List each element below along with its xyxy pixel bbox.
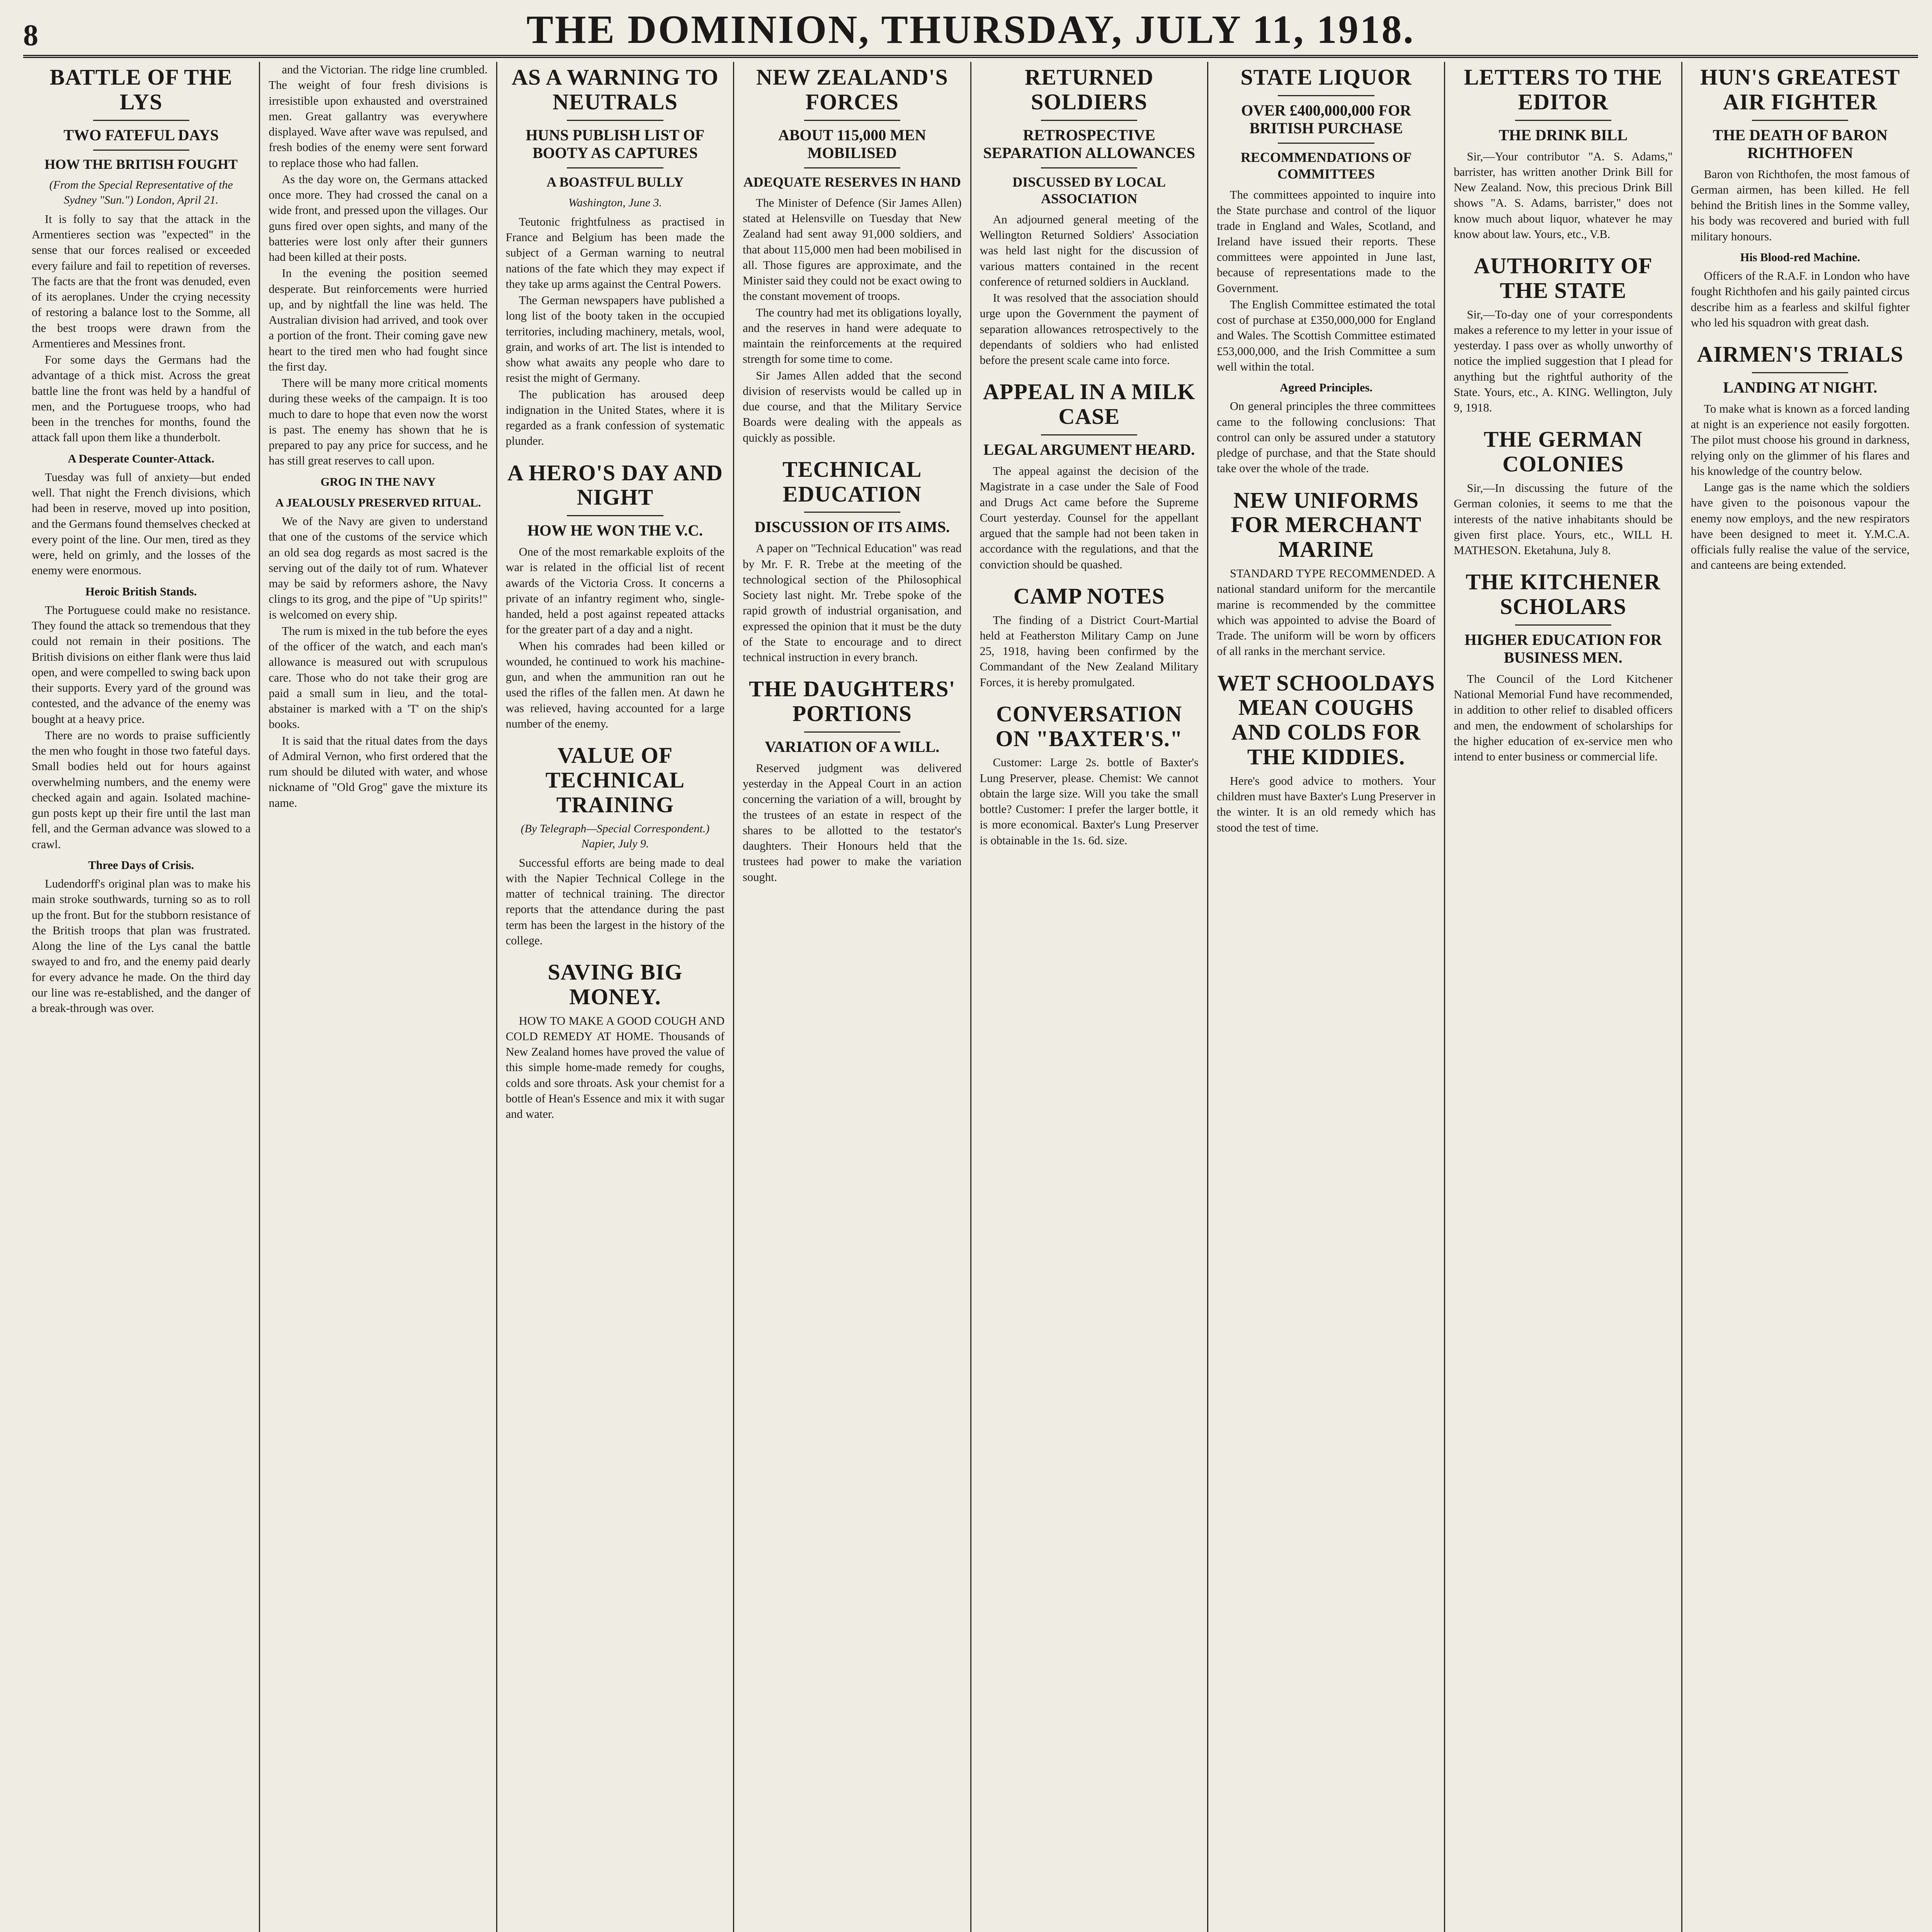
paragraph: One of the most remarkable exploits of the war is related in the official list of recent awards of the Victoria Cross. It concerns a private of an infantry regiment who, single-handed, held a post against repeated attacks for the greater part of a day and a night. — [505, 545, 725, 636]
subheadline: HOW HE WON THE V.C. — [527, 522, 703, 539]
subheadline: OVER £400,000,000 FOR BRITISH PURCHASE — [1241, 101, 1412, 137]
paragraph: In the evening the position seemed desperate. But reinforcements were hurried up, and by nightfall the line was held. The Australian division had arrived, and took over a portion of the front. Their coming gave new heart to the tired men who had fought since the first day. — [269, 267, 488, 373]
paragraph: Lange gas is the name which the soldiers have given to the poisonous vapour the enemy now employs, and the new respirators have been designed to meet it. Y.M.C.A. officials fully realise the value of the service, and canteens are being extended. — [1690, 481, 1910, 572]
article — [743, 677, 961, 885]
subheadline: TWO FATEFUL DAYS — [63, 126, 219, 144]
paragraph: The rum is mixed in the tub before the eyes of the officer of the watch, and each man's allowance is measured out with scrupulous care. Those who do not take their grog are paid a small sum in lieu, and the total-abstainer is marked with a 'T' on the ship's books. — [269, 624, 488, 731]
article — [1454, 570, 1672, 764]
paragraph: Officers of the R.A.F. in London who have fought Richthofen and his gaily painted circus describe him as a fearless and skilful fighter who led his squadron with great dash. — [1690, 269, 1910, 329]
paragraph: The publication has aroused deep indignation in the United States, where it is regarded as a frank confession of systematic plunder. — [505, 388, 725, 448]
headline: AS A WARNING TO NEUTRALS — [512, 65, 719, 114]
dateline: (From the Special Representative of the Sydney "Sun.") London, April 21. — [49, 178, 233, 206]
page-number: 8 — [23, 18, 38, 52]
subheadline: DISCUSSED BY LOCAL ASSOCIATION — [1012, 174, 1166, 206]
headline: THE GERMAN COLONIES — [1483, 427, 1643, 477]
article-body — [1217, 566, 1435, 659]
headline-rule — [567, 120, 663, 121]
paragraph: The German newspapers have published a long list of the booty taken in the occupied territories, including machinery, metals, wool, grain, and works of art. The list is intended to show what awaits any people who dare to resist the might of Germany. — [505, 294, 725, 385]
headline: CAMP NOTES — [1013, 583, 1165, 609]
column-2 — [260, 62, 497, 1932]
paragraph: When his comrades had been killed or wounded, he continued to work his machine-gun, and when the ammunition ran out he used the rifles of the fallen men. At dawn he was relieved, having accounted for a large number of the enemy. — [505, 639, 725, 730]
article — [1691, 65, 1910, 330]
paragraph: A paper on "Technical Education" was read by Mr. F. R. Trebe at the meeting of the technological section of the Philosophical Society last night. Mr. Trebe spoke of the rapid growth of industrial organisation, and expressed the opinion that it must be the duty of the State to encourage and to direct technical instruction in every branch. — [743, 542, 962, 664]
paragraph: Teutonic frightfulness as practised in France and Belgium has been made the subject of a German warning to neutral nations of the fate which they may expect if they take up arms against the Central Powers. — [505, 215, 725, 291]
headline: WET SCHOOLDAYS MEAN COUGHS AND COLDS FOR THE KIDDIES. — [1217, 670, 1435, 769]
paragraph: An adjourned general meeting of the Wellington Returned Soldiers' Association was held last night for the discussion of various matters contained in the recent conference of returned soldiers in Auckland. — [980, 213, 1199, 288]
article-body — [506, 544, 724, 731]
paragraph: Sir,—To-day one of your correspondents makes a reference to my letter in your issue of yesterday. I pass over as wholly unworthy of notice the implied suggestion that I plead for anything but the rightful authority of the State. Yours, etc., A. KING. Wellington, July 9, 1918. — [1454, 308, 1673, 415]
headline-rule — [1515, 624, 1611, 626]
headline: AIRMEN'S TRIALS — [1697, 342, 1904, 367]
subheadline: HIGHER EDUCATION FOR BUSINESS MEN. — [1464, 631, 1662, 666]
headline-rule — [804, 120, 900, 121]
headline-rule — [1041, 434, 1137, 435]
headline: THE KITCHENER SCHOLARS — [1466, 569, 1661, 619]
column-5 — [971, 62, 1208, 1932]
headline-rule — [1752, 372, 1848, 373]
column-3 — [497, 62, 734, 1932]
subheadline: RECOMMENDATIONS OF COMMITTEES — [1240, 149, 1412, 182]
paragraph: The committees appointed to inquire into the State purchase and control of the liquor trade in England and Wales, Scotland, and Ireland have issued their reports. These committees were appointed in June last, because of representations made to the Government. — [1216, 188, 1436, 295]
subheadline: VARIATION OF A WILL. — [765, 738, 940, 755]
paragraph: The appeal against the decision of the Magistrate in a case under the Sale of Food and Drugs Act came before the Supreme Court yesterday. Counsel for the appellant argued that the sample had not been taken in accordance with the regulations, and that the conviction should be quashed. — [980, 464, 1199, 571]
paragraph: Reserved judgment was delivered yesterday in the Appeal Court in an action concerning the variation of a will, brought by the trustees of an estate in respect of the shares to be allotted to the testator's daughters. Their Honours held that the trustees had power to make the variation sought. — [743, 761, 962, 884]
subheadline: HUNS PUBLISH LIST OF BOOTY AS CAPTURES — [526, 126, 705, 162]
article — [506, 743, 724, 948]
article-body — [1454, 149, 1672, 242]
newspaper-title: THE DOMINION, THURSDAY, JULY 11, 1918. — [526, 7, 1415, 52]
paragraph: The Minister of Defence (Sir James Allen) stated at Helensville on Tuesday that New Zealand had sent away 91,000 soldiers, and that about 115,000 men had been mobilised in all. Those figures are approximate, and the Minister said they could not be exact owing to the constant movement of troops. — [743, 196, 962, 303]
headline: AUTHORITY OF THE STATE — [1474, 253, 1653, 303]
paragraph: The finding of a District Court-Martial held at Featherston Military Camp on June 25, 1918, having been confirmed by the Commandant of the New Zealand Military Forces, it is hereby promulgated. — [980, 613, 1199, 689]
subheadline: ABOUT 115,000 MEN MOBILISED — [778, 126, 926, 162]
subheadline: RETROSPECTIVE SEPARATION ALLOWANCES — [983, 126, 1195, 162]
paragraph: There are no words to praise sufficiently the men who fought in those two fateful days. Small bodies held out for hours against overwhelming numbers, and the enemy were checked again and again. Isolated machine-gun posts kept up their fire until the last man fell, and the German advance was slowed to a crawl. — [32, 728, 251, 851]
article — [743, 457, 961, 665]
article — [1217, 671, 1435, 835]
paragraph: Sir,—In discussing the future of the German colonies, it seems to me that the interests of the native inhabitants should be given first place. Yours, etc., WILL H. MATHESON. Eketahuna, July 8. — [1454, 481, 1673, 557]
headline: TECHNICAL EDUCATION — [782, 456, 922, 507]
article-body — [1454, 480, 1672, 558]
article — [1454, 253, 1672, 415]
article — [269, 62, 487, 811]
headline: BATTLE OF THE LYS — [49, 65, 233, 114]
section-subhead: Three Days of Crisis. — [88, 858, 194, 872]
article-body — [506, 855, 724, 949]
headline-rule — [1278, 95, 1374, 96]
subheadline: DISCUSSION OF ITS AIMS. — [754, 518, 950, 536]
paragraph: It was resolved that the association should urge upon the Government the payment of separation allowances retrospectively to the dependants of soldiers who had enlisted before the present scale came into force. — [980, 291, 1199, 367]
article — [32, 65, 250, 1016]
section-subhead: Heroic British Stands. — [85, 585, 197, 598]
article-body — [1217, 187, 1435, 476]
subheadline: ADEQUATE RESERVES IN HAND — [743, 174, 961, 190]
article-body — [980, 212, 1199, 368]
article — [980, 65, 1199, 368]
paragraph: The country had met its obligations loyally, and the reserves in hand were adequate to maintain the reinforcements at the required strength for some time to come. — [743, 306, 962, 366]
article-body — [1691, 401, 1910, 573]
headline: A HERO'S DAY AND NIGHT — [507, 460, 723, 510]
headline-rule — [93, 150, 189, 151]
subheadline: THE DRINK BILL — [1498, 126, 1628, 144]
headline-rule — [567, 515, 663, 516]
paragraph: The Portuguese could make no resistance. They found the attack so tremendous that they could not remain in their positions. The British divisions on either flank were thus laid open, and were compelled to swing back upon their supports. Every yard of the ground was contested, and the advance of the enemy was bought at a heavy price. — [32, 603, 251, 726]
headline-rule — [1041, 167, 1137, 168]
headline: NEW ZEALAND'S FORCES — [756, 65, 948, 114]
headline: APPEAL IN A MILK CASE — [983, 379, 1196, 429]
article-body — [1454, 307, 1672, 416]
article-body — [269, 62, 487, 811]
headline: VALUE OF TECHNICAL TRAINING — [545, 743, 685, 817]
paragraph: and the Victorian. The ridge line crumbled. The weight of four fresh divisions is irresistible upon exhausted and overstrained men. Great gallantry was everywhere displayed. Wave after wave was repulsed, and fresh bodies of the enemy were sent forward to replace those who had fallen. — [269, 63, 488, 170]
article — [1217, 488, 1435, 659]
paragraph: Successful efforts are being made to deal with the Napier Technical College in the matter of technical training. The director reports that the attendance during the past term has been the largest in the history of the college. — [505, 856, 725, 947]
column-8 — [1682, 62, 1918, 1932]
headline: THE DAUGHTERS' PORTIONS — [749, 676, 956, 726]
section-subhead: A JEALOUSLY PRESERVED RITUAL. — [275, 496, 481, 509]
article — [980, 702, 1199, 848]
article — [743, 65, 961, 446]
subheadline: LANDING AT NIGHT. — [1723, 378, 1878, 396]
article — [506, 461, 724, 732]
article — [506, 65, 724, 449]
paragraph: There will be many more critical moments during these weeks of the campaign. It is too much to dare to hope that even now the worst is past. The enemy has shown that he is prepared to pay any price for success, and he has still great reserves to call upon. — [269, 376, 488, 468]
paragraph: Baron von Richthofen, the most famous of German airmen, has been killed. He fell behind the British lines in the Somme valley, his body was recovered and buried with full military honours. — [1690, 167, 1910, 243]
headline-rule — [1041, 120, 1137, 121]
paragraph: It is folly to say that the attack in the Armentieres section was "expected" in the sense that our forces realised or exceeded every failure and fail to repetition of reverses. The facts are that the front was denuded, even of its aeroplanes. Under the crying necessity of restoring a balance lost to the Somme, all the best troops were drawn from the Armentieres and Messines front. — [32, 212, 251, 350]
paragraph: Customer: Large 2s. bottle of Baxter's Lung Preserver, please. Chemist: We cannot obtain the large size. Will you take the small bottle? Customer: I prefer the larger bottle, it is more economical. Baxter's Lung Preserver is obtainable in the 1s. 6d. size. — [980, 756, 1199, 847]
headline-rule — [1752, 120, 1848, 121]
paragraph: Here's good advice to mothers. Your children must have Baxter's Lung Preserver in the winter. It is an old remedy which has stood the test of time. — [1216, 774, 1436, 834]
paragraph: Ludendorff's original plan was to make his main stroke southwards, turning so as to roll up the front. But for the stubborn resistance of the British troops that plan was frustrated. Along the line of the Lys canal the battle swayed to and fro, and the enemy paid dearly for every advance he made. On the third day our line was re-established, and the danger of a break-through was over. — [32, 877, 251, 1015]
headline: STATE LIQUOR — [1240, 65, 1412, 90]
article-body — [980, 755, 1199, 848]
column-7 — [1445, 62, 1682, 1932]
headline-rule — [804, 512, 900, 513]
article-body — [32, 211, 250, 1016]
paragraph: Sir James Allen added that the second division of reservists would be called up in due course, and that the Military Service Boards were dealing with the appeals as quickly as possible. — [743, 369, 962, 444]
article — [1454, 427, 1672, 558]
headline: HUN'S GREATEST AIR FIGHTER — [1700, 65, 1900, 114]
article-body — [980, 612, 1199, 690]
headline-rule — [567, 167, 663, 168]
subheadline: A BOASTFUL BULLY — [546, 174, 684, 190]
headline: LETTERS TO THE EDITOR — [1464, 65, 1663, 114]
article — [1691, 342, 1910, 573]
paragraph: To make what is known as a forced landing at night is an experience not easily forgotten. The pilot must choose his ground in darkness, relying only on the glimmer of his flares and his knowledge of the country below. — [1690, 402, 1910, 478]
headline: SAVING BIG MONEY. — [548, 959, 683, 1009]
article — [1454, 65, 1672, 242]
article-body — [743, 541, 961, 665]
section-subhead: His Blood-red Machine. — [1740, 250, 1860, 264]
section-subhead: GROG IN THE NAVY — [320, 475, 436, 488]
paragraph: On general principles the three committees came to the following conclusions: That control can only be assured under a statutory pledge of purchase, and that the State should take over the whole of the trade. — [1216, 400, 1436, 475]
article-body — [743, 195, 961, 446]
paragraph: The Council of the Lord Kitchener National Memorial Fund have recommended, in addition to other relief to disabled officers and men, the endowment of scholarships for the higher education of ex-service men who intend to enter business or commercial life. — [1454, 672, 1673, 764]
dateline: Washington, June 3. — [568, 196, 662, 209]
section-subhead: Agreed Principles. — [1280, 381, 1373, 395]
subheadline: LEGAL ARGUMENT HEARD. — [983, 441, 1195, 459]
article — [506, 960, 724, 1122]
dateline: (By Telegraph—Special Correspondent.) Napier, July 9. — [520, 822, 710, 850]
headline-rule — [1278, 143, 1374, 144]
paragraph: We of the Navy are given to understand that one of the customs of the service which an old sea dog regards as most sacred is the serving out of the daily tot of rum. Whatever may be said by reformers ashore, the Navy clings to its grog, and the pipe of "Up spirits!" is welcomed on every ship. — [269, 515, 488, 621]
masthead — [23, 7, 1918, 58]
paragraph: As the day wore on, the Germans attacked once more. They had crossed the canal on a wide front, and pressed upon the villages. Our guns fired over open sights, and many of the batteries were lost only after their gunners had been killed at their posts. — [269, 172, 488, 264]
paragraph: For some days the Germans had the advantage of a thick mist. Across the great battle line the front was held by a handful of men, and the Portuguese troops, who had been in the trenches for months, found the attack fall upon them like a thunderbolt. — [32, 353, 251, 444]
paragraph: Sir,—Your contributor "A. S. Adams," barrister, has written another Drink Bill for New Zealand. Now, this precious Drink Bill shows "A. S. Adams, barrister," does not know much about liquor, whatever he may know about law. Yours, etc., V.B. — [1454, 150, 1673, 241]
column-1 — [23, 62, 260, 1932]
paragraph: The English Committee estimated the total cost of purchase at £350,000,000 for England and Wales. The Scottish Committee estimated £53,000,000, and the Irish Committee a sum well within the total. — [1216, 298, 1436, 373]
article-body — [980, 463, 1199, 572]
paragraph: HOW TO MAKE A GOOD COUGH AND COLD REMEDY AT HOME. Thousands of New Zealand homes have proved the value of this simple home-made remedy for coughs, colds and sore throats. Ask your chemist for a bottle of Hean's Essence and mix it with sugar and water. — [505, 1014, 725, 1121]
article-body — [1217, 773, 1435, 835]
subheadline: HOW THE BRITISH FOUGHT — [44, 156, 238, 172]
article — [980, 379, 1199, 572]
article-body — [743, 760, 961, 885]
headline: CONVERSATION ON "BAXTER'S." — [995, 701, 1183, 751]
article — [980, 584, 1199, 690]
article-body — [1454, 671, 1672, 765]
paragraph: Tuesday was full of anxiety—but ended well. That night the French divisions, which had been in reserve, moved up into position, and the Germans found themselves checked at every point of the line. Our men, tired as they were, held on grimly, and the losses of the enemy were enormous. — [32, 470, 251, 577]
headline: NEW UNIFORMS FOR MERCHANT MARINE — [1231, 487, 1422, 562]
article-body — [1691, 167, 1910, 331]
column-6 — [1208, 62, 1445, 1932]
article — [1217, 65, 1435, 476]
article-body — [506, 214, 724, 449]
paragraph: It is said that the ritual dates from the days of Admiral Vernon, who first ordered that the rum should be diluted with water, and whose nickname of "Old Grog" gave the mixture its name. — [269, 734, 488, 810]
headline: RETURNED SOLDIERS — [1024, 65, 1154, 114]
headline-rule — [1515, 120, 1611, 121]
headline-rule — [93, 120, 189, 121]
paragraph: STANDARD TYPE RECOMMENDED. A national standard uniform for the mercantile marine is recommended by the committee which was appointed to advise the Board of Trade. The uniform will be worn by officers of all ranks in the merchant service. — [1216, 567, 1436, 658]
column-4 — [734, 62, 971, 1932]
headline-rule — [804, 731, 900, 733]
article-body — [506, 1013, 724, 1122]
subheadline: THE DEATH OF BARON RICHTHOFEN — [1713, 126, 1888, 162]
column-container — [23, 62, 1918, 1932]
headline-rule — [804, 167, 900, 168]
section-subhead: A Desperate Counter-Attack. — [68, 452, 214, 465]
